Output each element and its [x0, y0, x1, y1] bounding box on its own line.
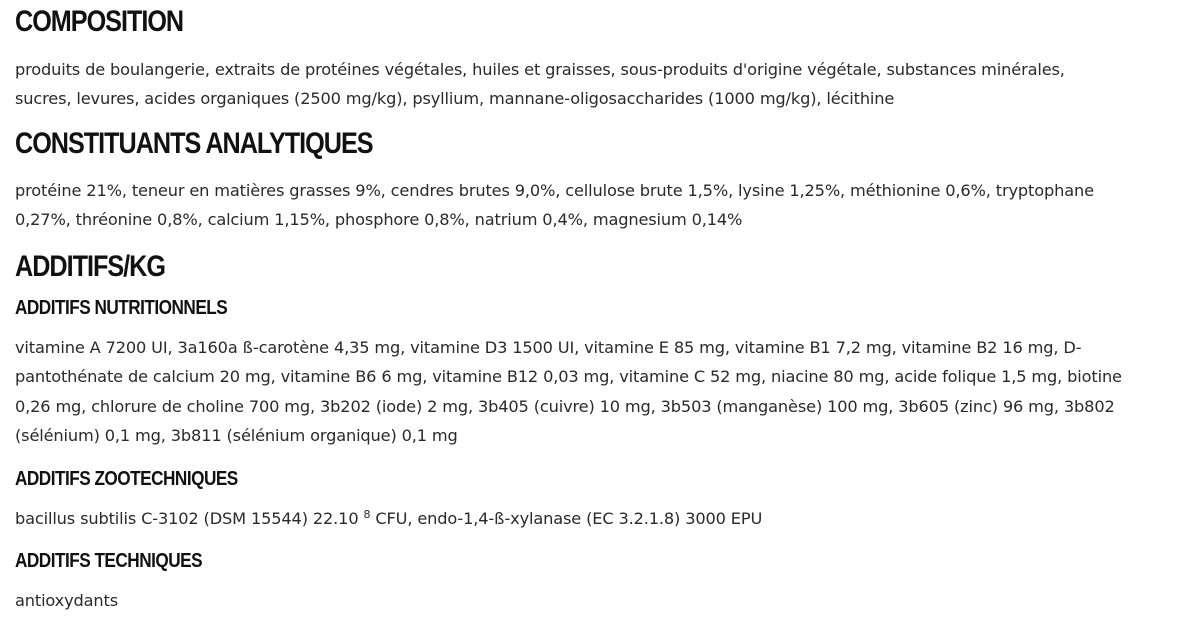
zootechniques-line	[15, 504, 1185, 533]
constituants-text	[15, 176, 1185, 235]
nutritionnels-heading: ADDITIFS NUTRITIONNELS	[15, 297, 228, 319]
composition-heading: COMPOSITION	[15, 5, 184, 38]
constituants-line: protéine 21%, teneur en matières grasses 9%, cendres brutes 9,0%, cellulose brute 1,5%, lysine 1,25%, méthionine 0,6%, tryptophane	[15, 181, 1094, 200]
nutritionnels-line: (sélénium) 0,1 mg, 3b811 (sélénium organique) 0,1 mg	[15, 425, 458, 445]
nutritionnels-line: 0,26 mg, chlorure de choline 700 mg, 3b202 (iode) 2 mg, 3b405 (cuivre) 10 mg, 3b503 (manganèse) 100 mg, 3b605 (zinc) 96 mg, 3b802	[15, 396, 1115, 416]
cfu-exponent: 8	[363, 508, 371, 521]
zootechniques-heading: ADDITIFS ZOOTECHNIQUES	[15, 468, 238, 490]
nutritionnels-line: vitamine A 7200 UI, 3a160a ß-carotène 4,35 mg, vitamine D3 1500 UI, vitamine E 85 mg, vitamine B1 7,2 mg, vitamine B2 16 mg, D-	[15, 338, 1082, 357]
techniques-heading: ADDITIFS TECHNIQUES	[15, 550, 203, 572]
zootechniques-text-after: CFU, endo-1,4-ß-xylanase (EC 3.2.1.8) 3000 EPU	[370, 509, 763, 528]
nutritionnels-text	[15, 333, 1185, 450]
techniques-text	[15, 586, 1185, 615]
zootechniques-text	[15, 504, 1185, 533]
zootechniques-text-before: bacillus subtilis C-3102 (DSM 15544) 22.10	[15, 509, 364, 528]
constituants-heading: CONSTITUANTS ANALYTIQUES	[15, 127, 373, 160]
constituants-line: 0,27%, thréonine 0,8%, calcium 1,15%, phosphore 0,8%, natrium 0,4%, magnesium 0,14%	[15, 210, 743, 230]
composition-line: produits de boulangerie, extraits de protéines végétales, huiles et graisses, sous-produits d'origine végétale, substances minérales,	[15, 60, 1065, 79]
techniques-line: antioxydants	[15, 591, 119, 610]
additifs-heading: ADDITIFS/KG	[15, 250, 165, 283]
nutritionnels-line: pantothénate de calcium 20 mg, vitamine B6 6 mg, vitamine B12 0,03 mg, vitamine C 52 mg, niacine 80 mg, acide folique 1,5 mg, biotine	[15, 367, 1122, 387]
composition-line: sucres, levures, acides organiques (2500 mg/kg), psyllium, mannane-oligosaccharides (1000 mg/kg), lécithine	[15, 89, 895, 109]
composition-text	[15, 55, 1185, 114]
